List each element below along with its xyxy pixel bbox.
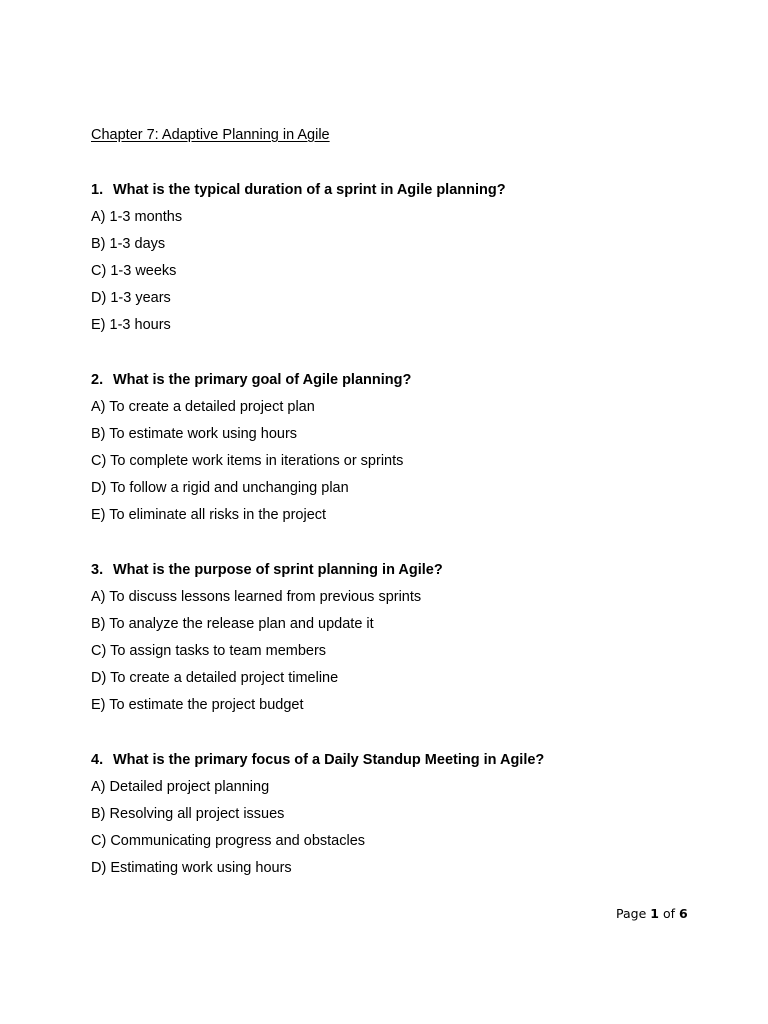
- question-heading: [91, 561, 443, 588]
- page-footer: [616, 906, 688, 921]
- answer-option: C) To complete work items in iterations or sprints: [91, 453, 404, 469]
- question-number: 4.: [91, 752, 104, 768]
- total-pages-number: 6: [678, 906, 688, 921]
- question-text: What is the primary focus of a Daily Standup Meeting in Agile?: [113, 752, 545, 768]
- answer-option: C) 1-3 weeks: [91, 263, 177, 279]
- answer-option: A) To create a detailed project plan: [91, 399, 315, 415]
- question-block-2: [91, 371, 411, 533]
- answer-option: A) 1-3 months: [91, 209, 183, 225]
- question-block-1: [91, 181, 506, 343]
- question-number: 3.: [91, 562, 104, 578]
- answer-option: A) To discuss lessons learned from previous sprints: [91, 589, 422, 605]
- question-text: What is the primary goal of Agile planning?: [113, 372, 412, 388]
- answer-option: D) To create a detailed project timeline: [91, 670, 339, 686]
- current-page-number: 1: [650, 906, 659, 921]
- answer-option: B) To analyze the release plan and update it: [91, 616, 374, 632]
- answer-option: D) To follow a rigid and unchanging plan: [91, 480, 349, 496]
- answer-option: E) To estimate the project budget: [91, 697, 304, 713]
- chapter-title: Chapter 7: Adaptive Planning in Agile: [91, 127, 330, 143]
- answer-option: E) To eliminate all risks in the project: [91, 507, 327, 523]
- question-number: 1.: [91, 182, 104, 198]
- answer-option: B) 1-3 days: [91, 236, 166, 252]
- answer-option: A) Detailed project planning: [91, 779, 270, 795]
- question-heading: [91, 751, 544, 778]
- question-text: What is the purpose of sprint planning in Agile?: [113, 562, 443, 578]
- question-block-3: [91, 561, 443, 723]
- page-word: Page: [616, 906, 647, 921]
- question-heading: [91, 371, 411, 398]
- answer-option: C) Communicating progress and obstacles: [91, 833, 366, 849]
- of-word: of: [662, 906, 675, 921]
- question-heading: [91, 181, 506, 208]
- question-text: What is the typical duration of a sprint in Agile planning?: [113, 182, 506, 198]
- answer-option: E) 1-3 hours: [91, 317, 171, 333]
- question-number: 2.: [91, 372, 104, 388]
- answer-option: B) Resolving all project issues: [91, 806, 285, 822]
- answer-option: D) 1-3 years: [91, 290, 171, 306]
- answer-option: D) Estimating work using hours: [91, 860, 292, 876]
- answer-option: B) To estimate work using hours: [91, 426, 298, 442]
- answer-option: C) To assign tasks to team members: [91, 643, 327, 659]
- question-block-4: [91, 751, 544, 886]
